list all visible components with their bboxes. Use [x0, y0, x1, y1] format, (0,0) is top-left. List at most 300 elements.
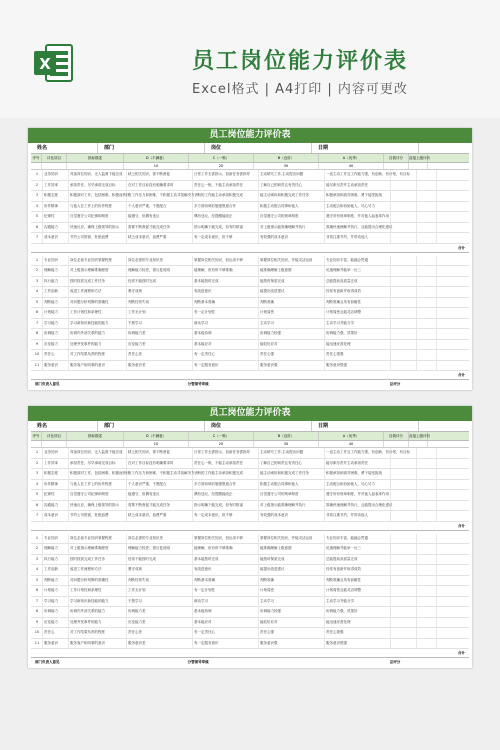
row-description: 具备岗位知识、无人监督下能完成 — [69, 170, 127, 180]
row-level-3: 能主动承担和积极完成工作任务 — [259, 469, 325, 479]
row-description: 节约公司资源，杜绝浪费 — [69, 233, 127, 243]
row-level-4: 积极承担和面对困难，勇于接受挑战 — [325, 469, 391, 479]
row-number: 7 — [31, 233, 43, 243]
row-level-3: 判断准确 — [259, 298, 325, 308]
row-number: 2 — [31, 459, 43, 469]
row-level-3: 能提出改进建议 — [259, 287, 325, 297]
row-level-1: 经常不能按时完成 — [127, 277, 193, 287]
row-level-1: 在对工作目标没有明确要求时 — [127, 181, 193, 191]
score-value: 10 — [124, 441, 189, 447]
row-level-4: 经常有创新并取得成效 — [325, 287, 391, 297]
score-value: 30 — [254, 441, 319, 447]
col-no: 序号 — [31, 432, 42, 440]
row-description: 快速反应，确保上级领导的指示 — [69, 223, 127, 233]
row-remark — [417, 340, 437, 350]
row-level-3: 积极主动配合同事和他人 — [259, 480, 325, 490]
row-level-1: 墨守成规 — [127, 565, 193, 575]
row-description: 对工作结果负责的程度 — [69, 350, 127, 360]
row-level-4: 专业知识丰富，能融会贯通 — [325, 256, 391, 266]
section-2-row — [31, 576, 469, 587]
row-description: 处理突发事件的能力 — [69, 618, 127, 628]
row-description: 积极面对工作，包括困难、积极而热忱 — [69, 469, 127, 479]
row-number: 9 — [31, 340, 43, 350]
row-number: 3 — [31, 555, 43, 565]
row-remark — [417, 212, 437, 222]
col-level-4: A（优秀） — [319, 154, 384, 162]
row-level-2: 判断基本准确 — [193, 298, 259, 308]
section-1-row — [31, 181, 469, 192]
row-score — [391, 469, 417, 479]
row-level-2: 能理解，但有时不够准确 — [193, 544, 259, 554]
row-remark — [417, 628, 437, 638]
section-1-row — [31, 202, 469, 213]
row-item: 工作创新 — [43, 565, 69, 575]
row-score — [391, 277, 417, 287]
row-item: 纪律性 — [43, 212, 69, 222]
section-1-row — [31, 459, 469, 470]
col-remark: 直接上级评价 — [409, 434, 430, 438]
col-level-3: B（良好） — [254, 432, 319, 440]
row-remark — [417, 223, 437, 233]
row-item: 协调能力 — [43, 329, 69, 339]
row-level-4: 非常注重节约，并带动他人 — [325, 511, 391, 521]
row-item: 协调能力 — [43, 607, 69, 617]
row-remark — [417, 361, 437, 371]
row-item: 学习能力 — [43, 597, 69, 607]
row-item: 工作创新 — [43, 287, 69, 297]
row-level-4: 经常有创新并取得成效 — [325, 565, 391, 575]
row-item: 协作精神 — [43, 202, 69, 212]
row-number: 5 — [31, 298, 43, 308]
row-level-1: 服务意识差 — [127, 639, 193, 649]
section-1-row — [31, 501, 469, 512]
row-level-2: 责任心一般，不能主动承担责任 — [193, 181, 259, 191]
row-level-3: 协调能力较强 — [259, 329, 325, 339]
row-level-4: 一直主动工作且工作能力强，有创新，有计划，有目标 — [325, 448, 391, 458]
row-remark — [417, 202, 437, 212]
section-1-row — [31, 511, 469, 522]
row-remark — [417, 277, 437, 287]
row-number: 7 — [31, 319, 43, 329]
table-header — [31, 154, 469, 163]
row-number: 1 — [31, 534, 43, 544]
row-level-1: 缺乏成本意识，浪费严重 — [127, 511, 193, 521]
section-2-row — [31, 340, 469, 351]
section-2 — [31, 534, 469, 650]
row-score — [391, 212, 417, 222]
row-number: 2 — [31, 181, 43, 191]
excel-icon — [32, 42, 74, 84]
row-description: 对问题分析判断的准确性 — [69, 298, 127, 308]
footer-label: 部门负责人意见 — [35, 382, 60, 386]
row-level-3: 能准确理解上级意图 — [259, 266, 325, 276]
section-2-row — [31, 361, 469, 372]
section-2-row — [31, 298, 469, 309]
row-item: 计划能力 — [43, 308, 69, 318]
row-remark — [417, 555, 437, 565]
row-level-2: 基本能协调 — [193, 607, 259, 617]
section-2-row — [31, 266, 469, 277]
row-level-4: 积极承担和面对困难，勇于接受挑战 — [325, 191, 391, 201]
row-remark — [417, 266, 437, 276]
row-level-4: 责任心很强 — [325, 350, 391, 360]
row-score — [391, 448, 417, 458]
row-item: 成本意识 — [43, 511, 69, 521]
row-score — [391, 223, 417, 233]
row-score — [391, 534, 417, 544]
row-description: 改进工作流程和方法 — [69, 287, 127, 297]
score-value: 30 — [254, 163, 319, 169]
row-item: 理解能力 — [43, 266, 69, 276]
row-item: 沟通能力 — [43, 501, 69, 511]
row-level-2: 一般的工作能主动承担积极完成 — [193, 469, 259, 479]
row-remark — [417, 191, 437, 201]
row-score — [391, 639, 417, 649]
row-level-1: 有工作压力和困难，不积极主动寻找解决方法 — [127, 191, 193, 201]
info-label: 日期 — [312, 143, 419, 153]
row-level-2: 有一定服务意识 — [193, 361, 259, 371]
row-level-1: 需要不断督促才能完成任务 — [127, 501, 193, 511]
row-level-1: 不愿学习 — [127, 597, 193, 607]
col-level-1: D（不满意） — [124, 432, 189, 440]
section-2-row — [31, 319, 469, 330]
row-level-1: 有工作压力和困难，不积极主动寻找解决方法 — [127, 469, 193, 479]
row-item: 成本意识 — [43, 233, 69, 243]
row-number: 6 — [31, 501, 43, 511]
row-item: 协作精神 — [43, 480, 69, 490]
row-level-2: 基本能应对 — [193, 618, 259, 628]
row-level-1: 墨守成规 — [127, 287, 193, 297]
col-desc: 指标描述 — [67, 154, 124, 162]
row-description: 对上级指示理解准确程度 — [69, 544, 127, 554]
row-item: 业务知识 — [43, 448, 69, 458]
row-level-1: 理解能力较差，需反复说明 — [127, 266, 193, 276]
row-score — [391, 490, 417, 500]
footer-label: 分管领导审核 — [187, 382, 209, 386]
info-label: 部门 — [98, 421, 205, 431]
row-level-3: 了解自己的职责且有责任心 — [259, 181, 325, 191]
row-description: 承担责任、尽早承诺完成目标 — [69, 459, 127, 469]
row-score — [391, 597, 417, 607]
score-value: 10 — [124, 163, 189, 169]
row-level-2: 指示明确下能完成，但有时推诿 — [193, 223, 259, 233]
row-level-4: 主动学习并能分享 — [325, 597, 391, 607]
row-level-2: 偶有违反，经提醒能改正 — [193, 212, 259, 222]
svg-text:X: X — [39, 55, 51, 73]
row-number: 11 — [31, 361, 43, 371]
row-item: 判断能力 — [43, 298, 69, 308]
col-level-2: C（一般） — [189, 154, 254, 162]
col-item: 评比项目 — [42, 432, 67, 440]
row-level-4: 能迅速妥善处理 — [325, 340, 391, 350]
row-level-3: 主动学习 — [259, 319, 325, 329]
row-level-3: 积极主动配合同事和他人 — [259, 202, 325, 212]
row-remark — [417, 329, 437, 339]
row-level-2: 掌握岗位相关知识，但运用不够 — [193, 534, 259, 544]
row-level-3: 能准确理解上级意图 — [259, 544, 325, 554]
row-level-3: 掌握岗位相关知识，并能灵活运用 — [259, 256, 325, 266]
section-2-row — [31, 565, 469, 576]
row-description: 服务客户和同事的意识 — [69, 361, 127, 371]
row-number: 3 — [31, 469, 43, 479]
row-description: 工作计划性和条理性 — [69, 308, 127, 318]
row-number: 6 — [31, 586, 43, 596]
row-level-4: 一直主动工作且工作能力强，有创新，有计划，有目标 — [325, 170, 391, 180]
row-level-1: 在对工作目标没有明确要求时 — [127, 459, 193, 469]
row-number: 10 — [31, 350, 43, 360]
row-remark — [417, 350, 437, 360]
row-score — [391, 287, 417, 297]
row-remark — [417, 298, 437, 308]
row-remark — [417, 544, 437, 554]
row-level-3: 服务意识强 — [259, 639, 325, 649]
row-level-4: 能迅速妥善处理 — [325, 618, 391, 628]
row-description: 自觉遵守公司纪律和制度 — [69, 490, 127, 500]
row-level-4: 迅速理解并能举一反三 — [325, 544, 391, 554]
row-description: 学习新知识新技能的能力 — [69, 597, 127, 607]
row-description: 岗位必备专业知识掌握程度 — [69, 256, 127, 266]
row-description: 积极面对工作，包括困难、积极而热忱 — [69, 191, 127, 201]
section-2-row — [31, 329, 469, 340]
row-remark — [417, 607, 437, 617]
row-level-2: 责任心一般，不能主动承担责任 — [193, 459, 259, 469]
row-level-2: 日常工作无需指示，但新任务需指导 — [193, 448, 259, 458]
row-item: 学习能力 — [43, 319, 69, 329]
row-item: 积极态度 — [43, 191, 69, 201]
row-level-2: 判断基本准确 — [193, 576, 259, 586]
row-remark — [417, 480, 437, 490]
section-1-row — [31, 480, 469, 491]
row-score — [391, 544, 417, 554]
row-remark — [417, 319, 437, 329]
row-level-4: 计划周密且能灵活调整 — [325, 586, 391, 596]
row-level-2: 日常工作无需指示，但新任务需指导 — [193, 170, 259, 180]
row-remark — [417, 576, 437, 586]
row-item: 责任心 — [43, 628, 69, 638]
col-level-2: C（一般） — [189, 432, 254, 440]
row-level-3: 计划周密 — [259, 586, 325, 596]
section-2-row — [31, 628, 469, 639]
row-level-1: 判断经常失误 — [127, 298, 193, 308]
row-item: 应变能力 — [43, 340, 69, 350]
section-2-row — [31, 256, 469, 267]
row-description: 处理突发事件的能力 — [69, 340, 127, 350]
row-remark — [417, 287, 437, 297]
row-description: 对工作结果负责的程度 — [69, 628, 127, 638]
row-remark — [417, 534, 437, 544]
row-level-3: 掌握岗位相关知识，并能灵活运用 — [259, 534, 325, 544]
row-level-1: 缺乏相关知识，需不断督促 — [127, 170, 193, 180]
page-subtitle: Excel格式 | A4打印 | 内容可更改 — [192, 82, 408, 97]
row-level-3: 自觉遵守公司的规章制度 — [259, 212, 325, 222]
row-level-3: 主动学习 — [259, 597, 325, 607]
row-score — [391, 511, 417, 521]
row-item: 执行能力 — [43, 555, 69, 565]
row-number: 5 — [31, 576, 43, 586]
row-level-1: 个人意识严重，不愿配合 — [127, 480, 193, 490]
row-score — [391, 565, 417, 575]
row-remark — [417, 639, 437, 649]
row-level-2: 有一定计划性 — [193, 586, 259, 596]
section-2-row — [31, 618, 469, 629]
row-description: 岗位必备专业知识掌握程度 — [69, 534, 127, 544]
row-level-3: 能主动承担和积极完成工作任务 — [259, 191, 325, 201]
section-2-row — [31, 534, 469, 545]
row-level-1: 需要不断督促才能完成任务 — [127, 223, 193, 233]
row-level-4: 总能提前高质量完成 — [325, 555, 391, 565]
row-level-1: 缺乏相关知识，需不断督促 — [127, 448, 193, 458]
row-description: 对上级指示理解准确程度 — [69, 266, 127, 276]
row-level-1: 工作无计划 — [127, 308, 193, 318]
info-label: 部门 — [98, 143, 205, 153]
row-number: 2 — [31, 544, 43, 554]
info-row — [31, 421, 469, 432]
row-score — [391, 480, 417, 490]
score-row — [31, 441, 469, 448]
row-score — [391, 319, 417, 329]
row-level-1: 个人意识严重，不愿配合 — [127, 202, 193, 212]
section-2-row — [31, 308, 469, 319]
row-number: 11 — [31, 639, 43, 649]
row-number: 8 — [31, 329, 43, 339]
row-level-4: 判断准确且具有前瞻性 — [325, 298, 391, 308]
page-header — [0, 0, 500, 118]
row-item: 工作效率 — [43, 459, 69, 469]
info-label: 岗位 — [205, 143, 312, 153]
row-score — [391, 181, 417, 191]
row-level-1: 服务意识差 — [127, 361, 193, 371]
footer-row — [31, 658, 469, 667]
row-level-4: 专业知识丰富，能融会贯通 — [325, 534, 391, 544]
row-level-3: 有较强的成本意识 — [259, 511, 325, 521]
section-2-total: 合计 — [31, 649, 469, 658]
row-level-1: 应变能力差 — [127, 618, 193, 628]
sheet-title: 员工岗位能力评价表 — [28, 128, 472, 143]
row-score — [391, 266, 417, 276]
row-level-3: 有较强的成本意识 — [259, 233, 325, 243]
row-description: 具备岗位知识、无人监督下能完成 — [69, 448, 127, 458]
row-number: 8 — [31, 607, 43, 617]
row-number: 5 — [31, 212, 43, 222]
info-label: 岗位 — [205, 421, 312, 431]
col-desc: 指标描述 — [67, 432, 124, 440]
section-2-row — [31, 277, 469, 288]
row-remark — [417, 586, 437, 596]
footer-label: 总评分 — [389, 660, 401, 664]
col-level-4: A（优秀） — [319, 432, 384, 440]
row-level-2: 被动学习 — [193, 597, 259, 607]
row-score — [391, 170, 417, 180]
score-value: 40 — [319, 441, 384, 447]
section-1 — [31, 448, 469, 522]
footer-label: 部门负责人意见 — [35, 660, 60, 664]
section-1-row — [31, 469, 469, 480]
col-no: 序号 — [31, 154, 42, 162]
score-value: 20 — [189, 163, 254, 169]
row-score — [391, 350, 417, 360]
row-item: 纪律性 — [43, 490, 69, 500]
row-level-1: 缺乏成本意识，浪费严重 — [127, 233, 193, 243]
row-level-1: 岗位必需的专业知识差 — [127, 256, 193, 266]
row-item: 责任心 — [43, 350, 69, 360]
row-description: 与他人在工作上的协作程度 — [69, 202, 127, 212]
row-description: 节约公司资源，杜绝浪费 — [69, 511, 127, 521]
row-level-2: 基本能协调 — [193, 329, 259, 339]
row-level-4: 非常注重节约，并带动他人 — [325, 233, 391, 243]
row-item: 专业知识 — [43, 534, 69, 544]
row-description: 按时按质完成工作任务 — [69, 277, 127, 287]
row-score — [391, 459, 417, 469]
row-level-2: 多方面协调后勉强愿意合作 — [193, 480, 259, 490]
section-2-row — [31, 597, 469, 608]
col-level-3: B（良好） — [254, 154, 319, 162]
section-2 — [31, 256, 469, 372]
row-score — [391, 586, 417, 596]
row-number: 3 — [31, 191, 43, 201]
row-remark — [417, 181, 437, 191]
row-description: 承担责任、尽早承诺完成目标 — [69, 181, 127, 191]
row-item: 专业知识 — [43, 256, 69, 266]
row-level-2: 有一定责任心 — [193, 350, 259, 360]
col-remark: 直接上级评价 — [409, 156, 430, 160]
section-2-row — [31, 544, 469, 555]
section-2-total: 合计 — [31, 371, 469, 380]
row-level-4: 计划周密且能灵活调整 — [325, 308, 391, 318]
row-number: 9 — [31, 618, 43, 628]
row-description: 自觉遵守公司纪律和制度 — [69, 212, 127, 222]
row-level-3: 自觉遵守公司的规章制度 — [259, 490, 325, 500]
row-number: 3 — [31, 277, 43, 287]
row-level-2: 被动学习 — [193, 319, 259, 329]
row-level-3: 对上级指示能准确理解并执行 — [259, 501, 325, 511]
row-item: 积极态度 — [43, 469, 69, 479]
section-1-row — [31, 212, 469, 223]
info-row — [31, 143, 469, 154]
section-2-row — [31, 607, 469, 618]
row-description: 与他人在工作上的协作程度 — [69, 480, 127, 490]
row-number: 5 — [31, 490, 43, 500]
row-number: 7 — [31, 597, 43, 607]
info-label: 日期 — [312, 421, 419, 431]
row-score — [391, 233, 417, 243]
footer-label: 总评分 — [389, 382, 401, 386]
section-1-total: 合计 — [31, 244, 469, 253]
row-level-3: 主动研究工作,主动提出问题 — [259, 448, 325, 458]
row-remark — [417, 490, 437, 500]
row-number: 6 — [31, 308, 43, 318]
row-level-4: 准确快速理解并执行，且能提出合理化建议 — [325, 223, 391, 233]
row-level-1: 经常不能按时完成 — [127, 555, 193, 565]
row-score — [391, 576, 417, 586]
row-level-3: 责任心强 — [259, 350, 325, 360]
row-item: 沟通能力 — [43, 223, 69, 233]
row-score — [391, 361, 417, 371]
section-2-row — [31, 639, 469, 650]
row-level-2: 多方面协调后勉强愿意合作 — [193, 202, 259, 212]
section-1-total: 合计 — [31, 522, 469, 531]
col-score: 自我评分 — [384, 154, 409, 162]
row-remark — [417, 448, 437, 458]
row-score — [391, 618, 417, 628]
row-level-2: 有一定成本意识，但不够 — [193, 511, 259, 521]
row-level-1: 理解能力较差，需反复说明 — [127, 544, 193, 554]
row-item: 应变能力 — [43, 618, 69, 628]
row-item: 执行能力 — [43, 277, 69, 287]
row-description: 按时按质完成工作任务 — [69, 555, 127, 565]
row-level-2: 指示明确下能完成，但有时推诿 — [193, 501, 259, 511]
row-level-2: 有一定成本意识，但不够 — [193, 233, 259, 243]
row-level-3: 能按时保质完成 — [259, 555, 325, 565]
